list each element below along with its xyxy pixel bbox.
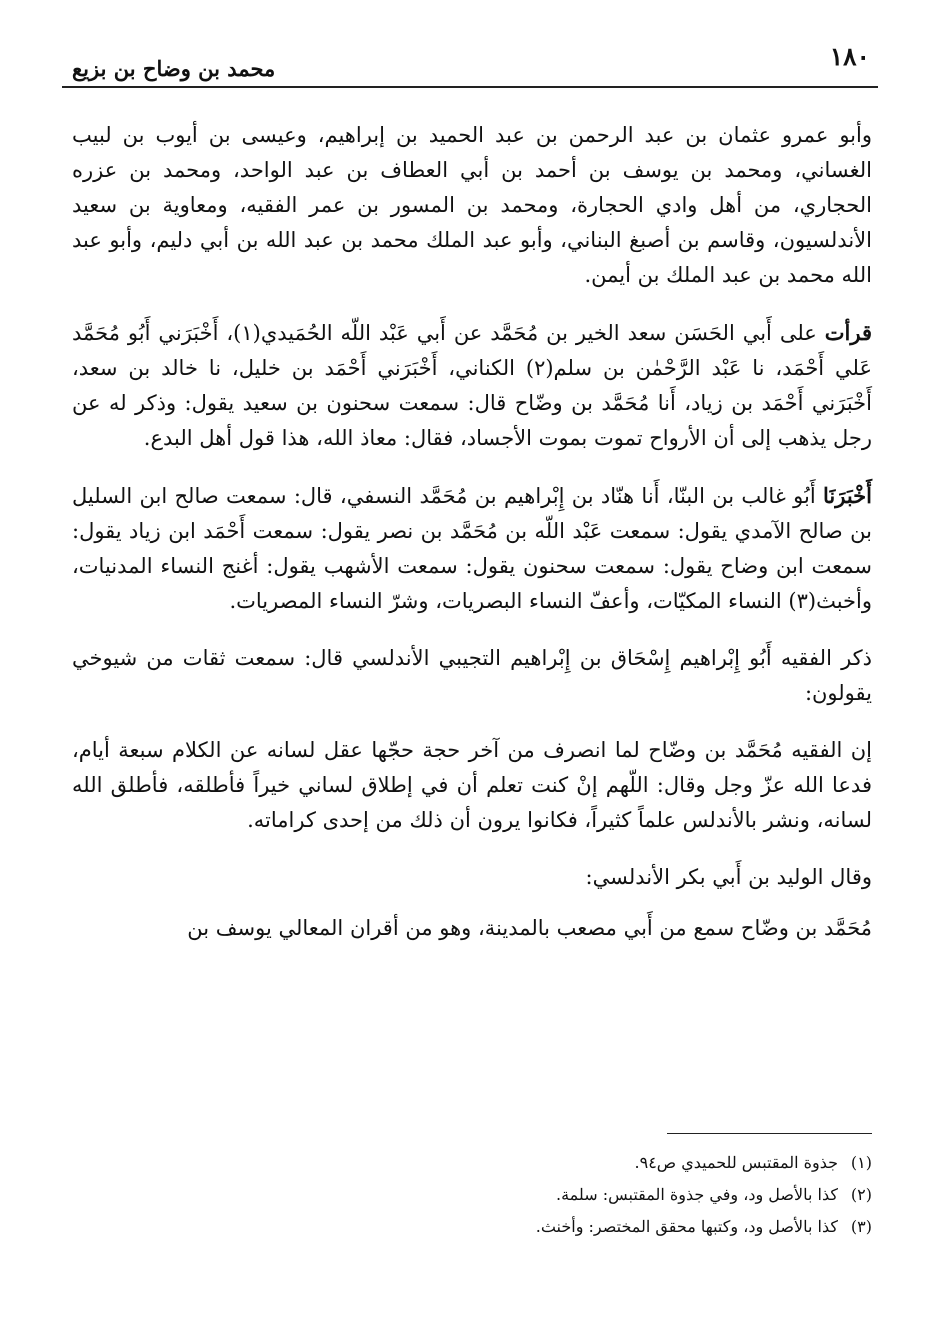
paragraph-1 bbox=[72, 118, 872, 293]
main-text bbox=[72, 118, 872, 968]
footnotes bbox=[72, 1147, 872, 1243]
paragraph-3-lead: أَخْبَرَنَا bbox=[823, 483, 872, 508]
paragraph-5-text: إن الفقيه مُحَمَّد بن وضّاح لما انصرف من آخر حجة حجّها عقل لسانه عن الكلام سبعة أيام، فدعا الله عزّ وجل وقال: اللّهم إنْ كنت تعلم أن في إطلاق لساني خيراً فأطلقه، فأطلق الله لسانه، ونشر بالأندلس علماً كثيراً، فكانوا يرون أن ذلك من إحدى كراماته. bbox=[72, 738, 872, 832]
paragraph-2 bbox=[72, 315, 872, 456]
page-header bbox=[62, 42, 878, 88]
paragraph-2-lead: قرأت bbox=[824, 320, 872, 345]
footnote-rule bbox=[667, 1133, 872, 1134]
paragraph-4-text: ذكر الفقيه أَبُو إِبْراهيم إِسْحَاق بن إِبْراهيم التجيبي الأندلسي قال: سمعت ثقات من شيوخي يقولون: bbox=[72, 646, 872, 705]
footnote-1-text: جذوة المقتبس للحميدي ص٩٤. bbox=[634, 1153, 838, 1172]
footnote-3 bbox=[72, 1211, 872, 1243]
paragraph-2-text: على أَبي الحَسَن سعد الخير بن مُحَمَّد عن أَبي عَبْد اللّه الحُمَيدي(١)، أَخْبَرَني أَبُو مُحَمَّد عَلي أَحْمَد، نا عَبْد الرَّحْمٰن بن سلم(٢) الكناني، أَخْبَرَني أَحْمَد بن خليل، نا خالد بن سعد، أَخْبَرَني أَحْمَد بن زياد، أَنا مُحَمَّد بن وضّاح قال: سمعت سحنون بن سعيد يقول: وذكر له عن رجل يذهب إلى أن الأرواح تموت بموت الأجساد، فقال: معاذ الله، هذا قول أهل البدع. bbox=[72, 321, 873, 450]
paragraph-7-text: مُحَمَّد بن وضّاح سمع من أَبي مصعب بالمدينة، وهو من أقران المعالي يوسف بن bbox=[187, 916, 872, 940]
header-rule bbox=[62, 86, 878, 88]
paragraph-1-text: وأبو عمرو عثمان بن عبد الرحمن بن عبد الحميد بن إبراهيم، وعيسى بن أيوب بن لبيب الغساني، ومحمد بن يوسف بن أحمد بن أبي العطاف بن عبد الواحد، ومحمد بن عزره الحجاري، من أهل وادي الحجارة، ومحمد بن المسور بن عمر الفقيه، ومعاوية بن سعيد الأندلسيون، وقاسم بن أصبغ البناني، وأبو عبد الملك محمد بن عبد الله بن أبي دليم، وأبو عبد الله محمد بن عبد الملك بن أيمن. bbox=[72, 123, 872, 287]
page-number: ١٨٠ bbox=[829, 42, 870, 71]
footnote-1-number: (١) bbox=[850, 1153, 872, 1172]
paragraph-6-text: وقال الوليد بن أَبي بكر الأندلسي: bbox=[585, 865, 872, 889]
footnote-2-number: (٢) bbox=[850, 1185, 872, 1204]
paragraph-4 bbox=[72, 641, 872, 711]
footnote-2-text: كذا بالأصل ود، وفي جذوة المقتبس: سلمة. bbox=[556, 1185, 838, 1204]
paragraph-6 bbox=[72, 860, 872, 895]
paragraph-5 bbox=[72, 733, 872, 838]
paragraph-3 bbox=[72, 478, 872, 619]
footnote-1 bbox=[72, 1147, 872, 1179]
footnote-2 bbox=[72, 1179, 872, 1211]
paragraph-7 bbox=[72, 911, 872, 946]
paragraph-3-text: أَبُو غالب بن البنّا، أَنا هنّاد بن إِبْراهيم بن مُحَمَّد النسفي، قال: سمعت صالح ابن السليل بن صالح الآمدي يقول: سمعت عَبْد اللّه بن مُحَمَّد بن نصر يقول: سمعت أَحْمَد ابن زياد يقول: سمعت ابن وضاح يقول: سمعت سحنون يقول: سمعت الأشهب يقول: أغنج النساء المدنيات، وأخبث(٣) النساء المكيّات، وأعفّ النساء البصريات، وشرّ النساء المصريات. bbox=[72, 484, 872, 613]
footnote-3-text: كذا بالأصل ود، وكتبها محقق المختصر: وأخنث. bbox=[535, 1217, 838, 1236]
footnote-3-number: (٣) bbox=[850, 1217, 872, 1236]
running-title: محمد بن وضاح بن بزيع bbox=[72, 56, 276, 81]
